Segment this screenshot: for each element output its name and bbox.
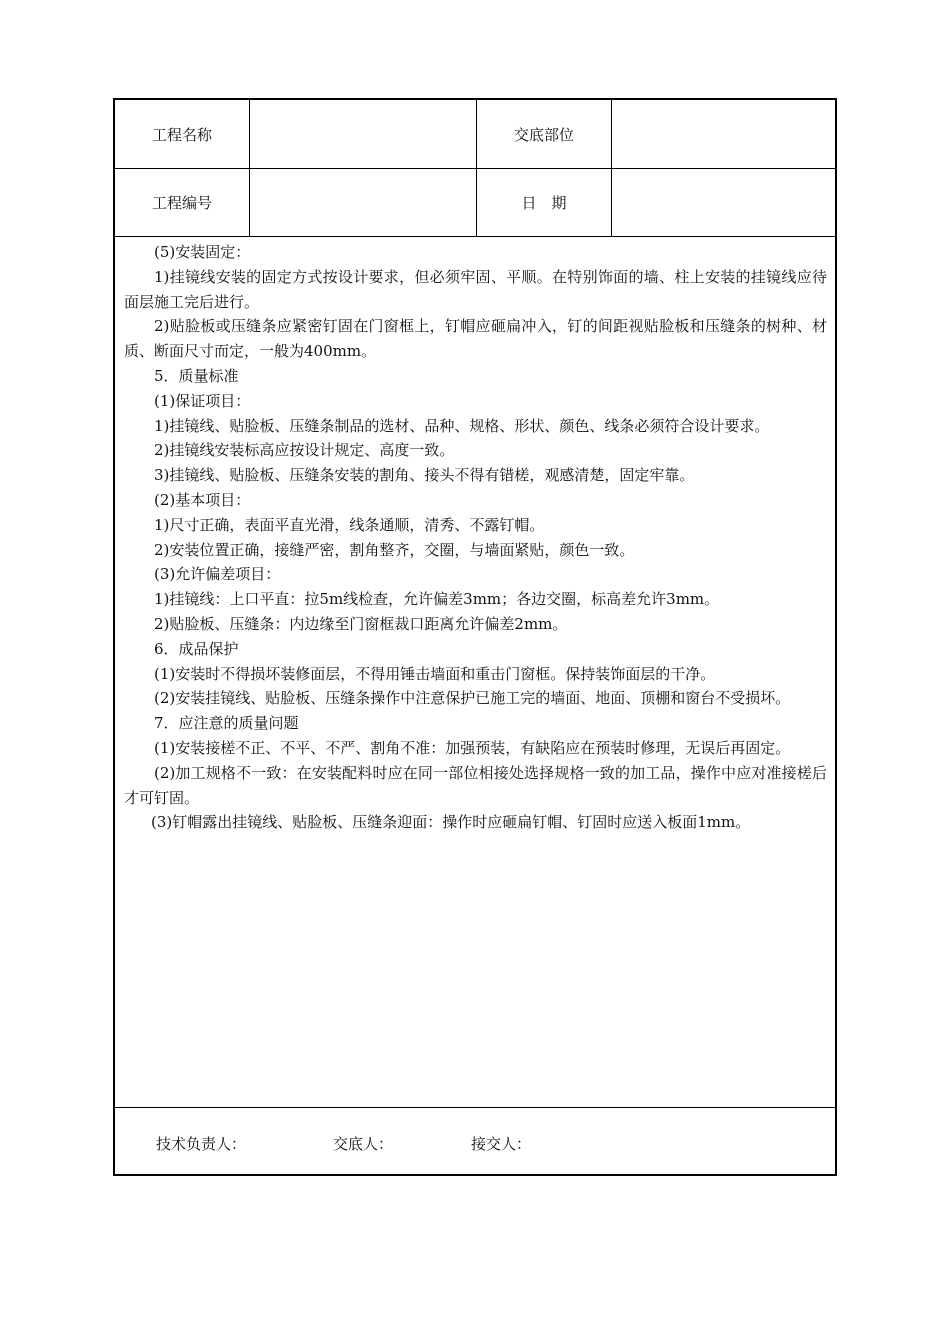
content-line: 7．应注意的质量问题 (154, 714, 299, 733)
content-line: 1)挂镜线安装的固定方式按设计要求，但必须牢固、平顺。在特别饰面的墙、柱上安装的挂镜线应待面层施工完后进行。 (124, 267, 827, 311)
content-line: (2)安装挂镜线、贴脸板、压缝条操作中注意保护已施工完的墙面、地面、顶棚和窗台不受损坏。 (154, 689, 791, 708)
content-line: (1)保证项目： (154, 391, 251, 410)
location-label: 交底部位 (477, 100, 612, 168)
date-value (612, 168, 835, 236)
project-name-label: 工程名称 (115, 100, 250, 168)
content-line: 2)贴脸板、压缝条：内边缘至门窗框裁口距离允许偏差2mm。 (154, 614, 568, 633)
content-line: 6．成品保护 (154, 639, 239, 658)
location-value (612, 100, 835, 168)
content-line: 3)挂镜线、贴脸板、压缝条安装的割角、接头不得有错槎，观感清楚，固定牢靠。 (154, 466, 695, 485)
header-row-1 (115, 100, 835, 169)
content-line: (2)加工规格不一致：在安装配料时应在同一部位相接处选择规格一致的加工品，操作中应对准接槎后才可钉固。 (124, 763, 827, 807)
content-line: 2)安装位置正确，接缝严密，割角整齐，交圈，与墙面紧贴，颜色一致。 (154, 540, 635, 559)
content-line: 1)尺寸正确，表面平直光滑，线条通顺，清秀、不露钉帽。 (154, 515, 545, 534)
project-no-value (250, 168, 477, 236)
project-no-label: 工程编号 (115, 168, 250, 236)
content-line: (1)安装时不得损坏装修面层，不得用锤击墙面和重击门窗框。保持装饰面层的干净。 (154, 664, 716, 683)
disclosure-form (113, 98, 837, 1176)
content-line: 1)挂镜线、贴脸板、压缝条制品的选材、品种、规格、形状、颜色、线条必须符合设计要求。 (154, 416, 770, 435)
project-name-value (250, 100, 477, 168)
content-line: (3)钉帽露出挂镜线、贴脸板、压缝条迎面：操作时应砸扁钉帽、钉固时应送入板面1mm。 (151, 813, 751, 832)
date-label: 日 期 (477, 168, 612, 236)
disclosure-content (124, 240, 827, 835)
content-line: (3)允许偏差项目： (154, 565, 281, 584)
content-line: 1)挂镜线：上口平直：拉5m线检查，允许偏差3mm；各边交圈，标高差允许3mm。 (154, 590, 720, 609)
tech-lead-label: 技术负责人： (156, 1135, 247, 1153)
discloser-label: 交底人： (333, 1135, 394, 1153)
content-line: (2)基本项目： (154, 490, 251, 509)
header-row-2 (115, 168, 835, 237)
content-line: 5．质量标准 (154, 366, 239, 385)
receiver-label: 接交人： (471, 1135, 532, 1153)
content-line: (1)安装接槎不正、不平、不严、割角不准：加强预装，有缺陷应在预装时修理，无误后再固定。 (154, 738, 791, 757)
content-line: 2)贴脸板或压缝条应紧密钉固在门窗框上，钉帽应砸扁冲入，钉的间距视贴脸板和压缝条的树种、材质、断面尺寸而定，一般为400mm。 (124, 317, 827, 361)
content-line: 2)挂镜线安装标高应按设计规定、高度一致。 (154, 441, 455, 460)
signature-row (115, 1107, 835, 1174)
content-line: (5)安装固定： (154, 243, 251, 261)
